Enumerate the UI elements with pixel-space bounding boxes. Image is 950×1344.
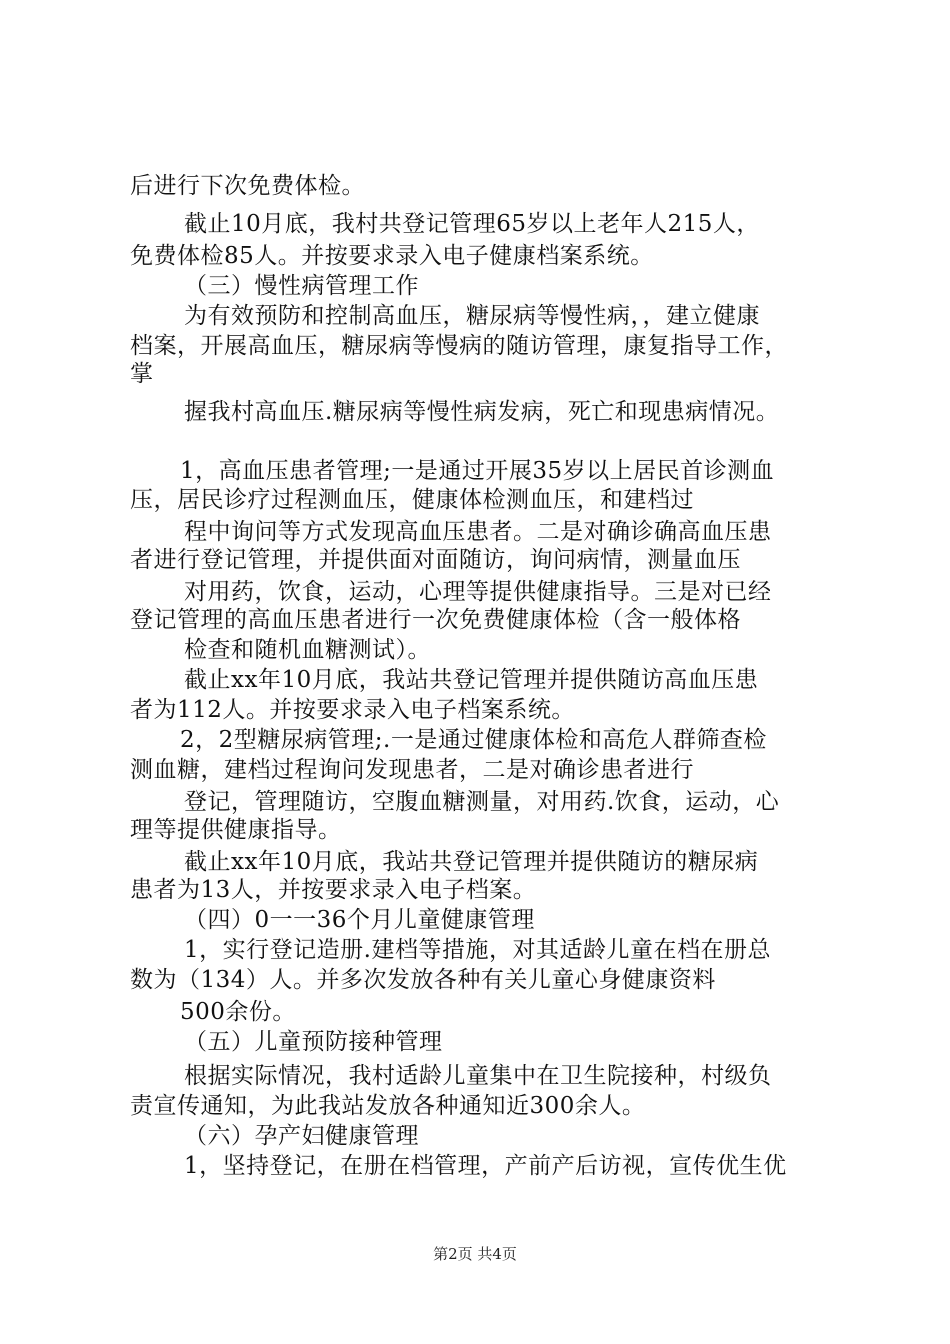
- text-line: 理等提供健康指导。: [130, 817, 342, 843]
- text-line: 掌: [130, 361, 154, 387]
- text-line: 截止xx年10月底，我站共登记管理并提供随访的糖尿病: [184, 849, 759, 875]
- text-line: 握我村高血压.糖尿病等慢性病发病，死亡和现患病情况。: [184, 399, 780, 425]
- text-line: 档案，开展高血压，糖尿病等慢病的随访管理，康复指导工作，: [130, 333, 788, 359]
- text-line: 截止10月底，我村共登记管理65岁以上老年人215人，: [184, 211, 760, 237]
- text-line: 者为112人。并按要求录入电子档案系统。: [130, 697, 575, 723]
- text-line: 登记，管理随访，空腹血糖测量，对用药.饮食，运动，心: [184, 789, 780, 815]
- text-line: 为有效预防和控制高血压，糖尿病等慢性病，，建立健康: [184, 303, 760, 329]
- text-line: 责宣传通知，为此我站发放各种通知近300余人。: [130, 1093, 646, 1119]
- section-heading: （三）慢性病管理工作: [184, 273, 419, 299]
- text-line: 测血糖，建档过程询问发现患者，二是对确诊患者进行: [130, 757, 694, 783]
- text-line: 免费体检85人。并按要求录入电子健康档案系统。: [130, 243, 654, 269]
- text-line: 1，高血压患者管理;一是通过开展35岁以上居民首诊测血: [180, 458, 775, 484]
- text-line: 500余份。: [180, 999, 296, 1025]
- text-line: 患者为13人，并按要求录入电子档案。: [130, 877, 537, 903]
- text-line: 1，坚持登记，在册在档管理，产前产后访视，宣传优生优: [184, 1153, 787, 1179]
- text-line: 者进行登记管理，并提供面对面随访，询问病情，测量血压: [130, 547, 741, 573]
- text-line: 后进行下次免费体检。: [130, 173, 365, 199]
- text-line: 根据实际情况，我村适龄儿童集中在卫生院接种，村级负: [184, 1063, 772, 1089]
- text-line: 登记管理的高血压患者进行一次免费健康体检（含一般体格: [130, 607, 741, 633]
- section-heading: （五）儿童预防接种管理: [184, 1029, 443, 1055]
- section-heading: （六）孕产妇健康管理: [184, 1123, 419, 1149]
- text-line: 对用药，饮食，运动，心理等提供健康指导。三是对已经: [184, 579, 772, 605]
- text-line: 压，居民诊疗过程测血压，健康体检测血压，和建档过: [130, 487, 694, 513]
- text-line: 截止xx年10月底，我站共登记管理并提供随访高血压患: [184, 667, 759, 693]
- text-line: 检查和随机血糖测试）。: [184, 637, 431, 663]
- text-line: 数为（134）人。并多次发放各种有关儿童心身健康资料: [130, 967, 716, 993]
- text-line: 2，2型糖尿病管理;.一是通过健康体检和高危人群筛查检: [180, 727, 767, 753]
- text-line: 1，实行登记造册.建档等措施，对其适龄儿童在档在册总: [184, 937, 771, 963]
- section-heading: （四）0一一36个月儿童健康管理: [184, 907, 535, 933]
- text-line: 程中询问等方式发现高血压患者。二是对确诊确高血压患: [184, 519, 772, 545]
- page-number-footer: 第2页 共4页: [433, 1245, 517, 1263]
